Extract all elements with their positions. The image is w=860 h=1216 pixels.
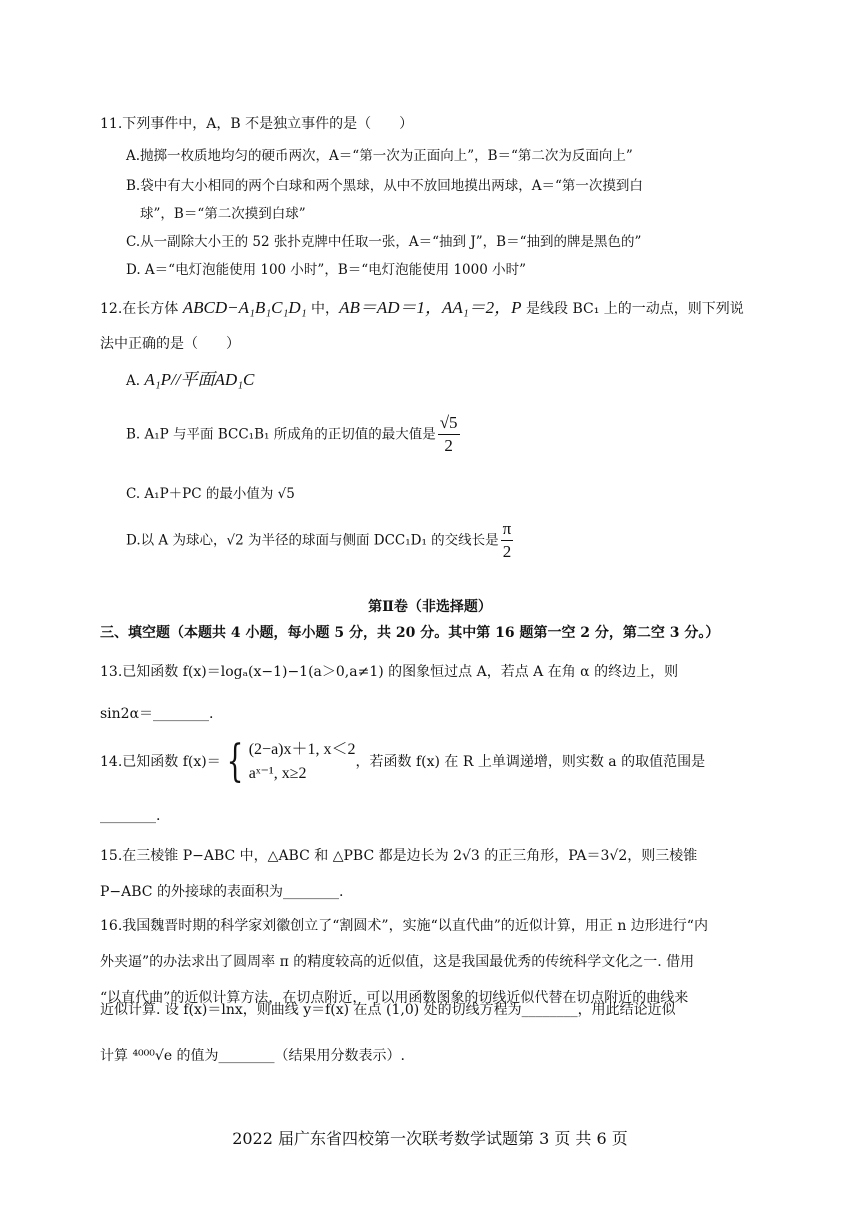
q11-option-b-line1: B.袋中有大小相同的两个白球和两个黑球，从中不放回地摸出两球，A＝“第一次摸到白	[126, 178, 643, 194]
q12-option-a-label: A.	[126, 373, 145, 389]
q12-stem-line2: 法中正确的是（ ）	[100, 336, 240, 352]
q12-stem-line1	[100, 298, 744, 319]
q13-line1: 13.已知函数 f(x)＝logₐ(x−1)−1(a＞0,a≠1) 的图象恒过点 A，若点 A 在角 α 的终边上，则	[100, 664, 679, 680]
q12-solid-name: ABCD−A₁B₁C₁D₁	[182, 298, 307, 317]
q14-line1	[100, 738, 705, 786]
q12-option-b-fraction	[438, 412, 460, 457]
q12-stem-mid: 中，	[306, 301, 340, 317]
q14-cases	[249, 738, 356, 786]
page-footer: 2022 届广东省四校第一次联考数学试题第 3 页 共 6 页	[232, 1129, 628, 1148]
q12-option-d	[126, 518, 515, 563]
q12-option-a	[126, 370, 254, 391]
q12-option-d-numerator: π	[501, 518, 514, 541]
q12-option-b-numerator: √5	[438, 412, 460, 435]
q14-case2: aˣ⁻¹, x≥2	[248, 765, 307, 782]
q13-line2: sin2α＝________.	[100, 706, 214, 722]
q12-conditions: AB＝AD＝1，AA₁＝2，P	[339, 298, 522, 317]
part2-title: 第Ⅱ卷（非选择题）	[368, 599, 492, 615]
q12-option-d-text: D.以 A 为球心，√2 为半径的球面与侧面 DCC₁D₁ 的交线长是	[126, 532, 499, 549]
q16-line1: 16.我国魏晋时期的科学家刘徽创立了“割圆术”，实施“以直代曲”的近似计算，用正 n 边形进行“内	[100, 918, 708, 934]
q16-line2: 外夹逼”的办法求出了圆周率 π 的精度较高的近似值，这是我国最优秀的传统科学文化之一. 借用	[100, 954, 695, 970]
q14-suffix: ，若函数 f(x) 在 R 上单调递增，则实数 a 的取值范围是	[355, 754, 706, 770]
q14-prefix: 14.已知函数 f(x)＝	[100, 754, 221, 770]
q16-line3: “以直代曲”的近似计算方法，在切点附近，可以用函数图象的切线近似代替在切点附近的曲线来	[100, 990, 689, 1006]
q11-option-c: C.从一副除大小王的 52 张扑克牌中任取一张，A＝“抽到 J”，B＝“抽到的牌是黑色的”	[126, 234, 642, 250]
q11-stem: 11.下列事件中，A，B 不是独立事件的是（ ）	[100, 116, 414, 132]
q14-line2: ________.	[100, 808, 161, 824]
q16-line5: 计算 ⁴⁰⁰⁰√e 的值为________（结果用分数表示）.	[100, 1048, 406, 1064]
q12-option-b-denominator: 2	[444, 436, 453, 455]
q12-option-b-text: B. A₁P 与平面 BCC₁B₁ 所成角的正切值的最大值是	[126, 426, 436, 443]
q12-option-d-fraction	[501, 518, 514, 563]
q12-option-b	[126, 412, 462, 457]
q15-line2: P−ABC 的外接球的表面积为________.	[100, 884, 344, 900]
q11-option-b-line2: 球”，B＝“第二次摸到白球”	[140, 206, 306, 222]
section3-heading: 三、填空题（本题共 4 小题，每小题 5 分，共 20 分。其中第 16 题第一空 2 分，第二空 3 分。）	[100, 625, 720, 641]
q12-option-d-denominator: 2	[502, 542, 512, 561]
q15-line1: 15.在三棱锥 P−ABC 中，△ABC 和 △PBC 都是边长为 2√3 的正三角形，PA＝3√2，则三棱锥	[100, 848, 698, 864]
q12-stem-suffix: 是线段 BC₁ 上的一动点，则下列说	[521, 301, 744, 317]
q12-option-a-math: A₁P//平面AD₁C	[144, 370, 255, 389]
q16-line4: 近似计算. 设 f(x)＝lnx，则曲线 y＝f(x) 在点 (1,0) 处的切线方程为________，用此结论近似	[100, 1002, 676, 1018]
q12-option-c: C. A₁P＋PC 的最小值为 √5	[126, 486, 295, 502]
q14-case1: (2−a)x＋1, x＜2	[248, 741, 356, 758]
piecewise-brace: {	[226, 736, 244, 787]
q12-stem-prefix: 12.在长方体	[100, 301, 183, 317]
q11-option-a: A.抛掷一枚质地均匀的硬币两次，A＝“第一次为正面向上”，B＝“第二次为反面向上”	[126, 148, 633, 164]
q11-option-d: D. A＝“电灯泡能使用 100 小时”，B＝“电灯泡能使用 1000 小时”	[126, 262, 526, 278]
